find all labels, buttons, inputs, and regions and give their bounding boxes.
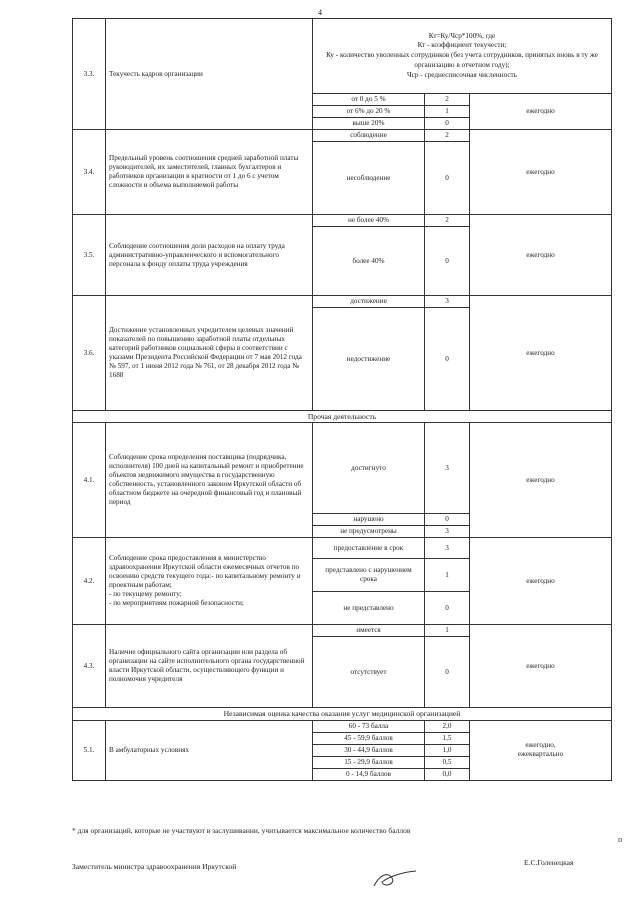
table-row <box>73 708 612 720</box>
formula-line: Кт - коэффициент текучести; <box>417 41 507 50</box>
formula-line: Чср - среднесписочная численность <box>407 70 517 79</box>
period-cell: ежегодно <box>470 423 612 538</box>
period-cell <box>470 720 612 780</box>
criterion-points: 1,5 <box>425 732 470 744</box>
criterion-label: имеется <box>313 625 425 637</box>
row-number: 3.3. <box>73 19 106 130</box>
criterion-label: не предусмотрены <box>313 526 425 538</box>
criterion-points: 3 <box>425 423 470 514</box>
footnote: * для организаций, которые не участвуют в заслушивании, учитывается максимальное количество баллов <box>72 826 411 835</box>
row-number: 4.2. <box>73 538 106 625</box>
criterion-label: недостижение <box>313 308 425 411</box>
table-row <box>73 720 612 732</box>
indicator-name-line: - по текущему ремонту; <box>109 590 182 599</box>
criterion-points: 0,0 <box>425 768 470 780</box>
indicator-name-line: - по мероприятиям пожарной безопасности; <box>109 599 244 608</box>
criterion-label: достижение <box>313 296 425 308</box>
indicator-name: Соблюдение срока определения поставщика (подрядчика, исполнителя) 100 дней на капитальный ремонт и приобретение объектов недвижимого имущества в государственную собственность, установленного законом Иркутской области об областном бюджете на очередной финансовый год и плановый период <box>106 423 313 538</box>
criterion-label: не более 40% <box>313 215 425 227</box>
table-row <box>73 215 612 227</box>
criterion-label: отсутствует <box>313 637 425 708</box>
criterion-points: 3 <box>425 296 470 308</box>
period-line: ежеквартально <box>517 750 564 759</box>
criterion-points: 0 <box>425 227 470 296</box>
criterion-points: 0 <box>425 514 470 526</box>
criterion-points: 0 <box>425 308 470 411</box>
criterion-points: 1 <box>425 106 470 118</box>
period-cell: ежегодно <box>470 625 612 708</box>
criterion-label: 45 - 59,9 баллов <box>313 732 425 744</box>
indicator-name: Достижение установленных учредителем целевых значений показателей по повышению заработной платы отдельных категорий работников социальной сферы в соответствии с указами Президента Российской Федерации от 7 мая 2012 года № 597, от 1 июня 2012 года № 761, от 28 декабря 2012 года № 1688 <box>106 296 313 411</box>
criterion-label: от 6% до 20 % <box>313 106 425 118</box>
indicator-name: Соблюдение соотношения доли расходов на оплату труда административно-управленческого и вспомогательного персонала к фонду оплаты труда учреждения <box>106 215 313 296</box>
indicator-name: В амбулаторных условиях <box>106 720 313 780</box>
row-number: 3.5. <box>73 215 106 296</box>
indicator-name <box>106 538 313 625</box>
indicator-name: Предельный уровень соотношения средней заработной платы руководителей, их заместителей, главных бухгалтеров и работников организации в кратности от 1 до 6 с учетом сложности и объема выполняемой работы <box>106 130 313 215</box>
table-row <box>73 19 612 94</box>
criterion-label: достигнуто <box>313 423 425 514</box>
criterion-points: 0 <box>425 118 470 130</box>
period-cell: ежегодно <box>470 130 612 215</box>
criterion-points: 3 <box>425 538 470 559</box>
criterion-label: соблюдение <box>313 130 425 142</box>
criterion-points: 1,0 <box>425 744 470 756</box>
indicator-name: Наличие официального сайта организации или раздела об организации на сайте исполнительного органа государственной власти Иркутской области, осуществляющего функции и полномочия учредителя <box>106 625 313 708</box>
indicator-name: Текучесть кадров организации <box>106 19 313 130</box>
criterion-points: 0 <box>425 637 470 708</box>
criterion-points: 1 <box>425 625 470 637</box>
criterion-label: 15 - 29,9 баллов <box>313 756 425 768</box>
criterion-label: 60 - 73 балла <box>313 720 425 732</box>
criterion-label: нарушено <box>313 514 425 526</box>
criterion-points: 0,5 <box>425 756 470 768</box>
signer-name: Е.С.Голенецкая <box>524 858 574 867</box>
criterion-label: предоставление в срок <box>313 538 425 559</box>
table-row <box>73 538 612 559</box>
row-number: 4.3. <box>73 625 106 708</box>
criterion-points: 3 <box>425 526 470 538</box>
page-number: 4 <box>318 8 322 17</box>
criterion-points: 1 <box>425 559 470 592</box>
row-number: 4.1. <box>73 423 106 538</box>
table-row <box>73 130 612 142</box>
criterion-label: более 40% <box>313 227 425 296</box>
criterion-label: 0 - 14,9 баллов <box>313 768 425 780</box>
period-line: ежегодно, <box>525 741 556 750</box>
formula-line: Ку - количество уволенных сотрудников (без учета сотрудников, принятых вновь в ту же организацию в отчетном году); <box>326 51 598 69</box>
criterion-points: 0 <box>425 592 470 625</box>
criterion-label: выше 20% <box>313 118 425 130</box>
period-cell: ежегодно <box>470 296 612 411</box>
signer-title: Заместитель министра здравоохранения Иркутской <box>72 862 237 871</box>
section-heading: Независимая оценка качества оказания услуг медицинской организацией <box>73 708 612 720</box>
criterion-points: 0 <box>425 142 470 215</box>
table-row <box>73 423 612 514</box>
period-cell: ежегодно <box>470 94 612 130</box>
table-row <box>73 625 612 637</box>
criterion-label: несоблюдение <box>313 142 425 215</box>
criterion-points: 2 <box>425 94 470 106</box>
criterion-label: не представлено <box>313 592 425 625</box>
criterion-points: 2,0 <box>425 720 470 732</box>
indicator-name-line: Соблюдение срока предоставления в министерство здравоохранения Иркутской области ежемесячных отчетов по освоению средств текущего года:- по капитальному ремонту и проектным работам; <box>109 554 301 590</box>
row-number: 3.6. <box>73 296 106 411</box>
row-number: 3.4. <box>73 130 106 215</box>
period-cell: ежегодно <box>470 215 612 296</box>
table-row <box>73 296 612 308</box>
criteria-table <box>72 18 612 781</box>
handwritten-signature <box>370 868 420 895</box>
criterion-points: 2 <box>425 130 470 142</box>
margin-mark: D <box>618 838 623 844</box>
criterion-points: 2 <box>425 215 470 227</box>
table-row <box>73 411 612 423</box>
criterion-label: от 0 до 5 % <box>313 94 425 106</box>
row-number: 5.1. <box>73 720 106 780</box>
formula-line: Кт=Ку/Чср*100%, где <box>428 31 496 40</box>
section-heading: Прочая деятельность <box>73 411 612 423</box>
formula-cell <box>313 19 612 94</box>
criterion-label: 30 - 44,9 баллов <box>313 744 425 756</box>
criterion-label: представлено с нарушением срока <box>313 559 425 592</box>
period-cell: ежегодно <box>470 538 612 625</box>
